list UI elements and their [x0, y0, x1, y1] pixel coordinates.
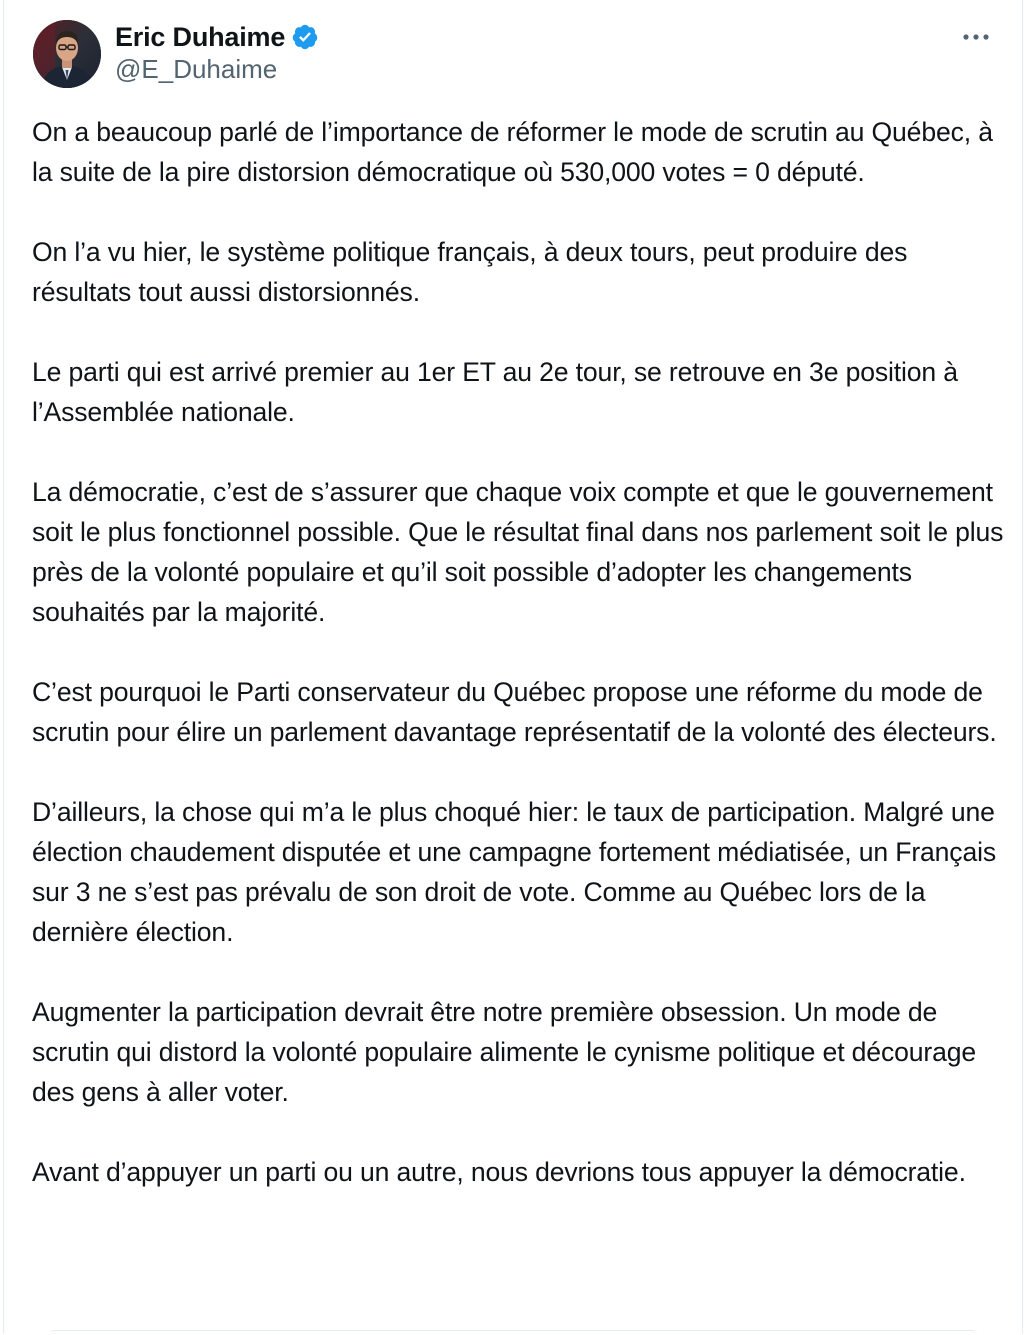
tweet-paragraph: Le parti qui est arrivé premier au 1er ET au 2e tour, se retrouve en 3e position à l’Assemblée nationale. — [32, 357, 966, 427]
divider — [49, 1330, 977, 1335]
avatar[interactable] — [33, 20, 101, 88]
tweet-paragraph: On a beaucoup parlé de l’importance de réformer le mode de scrutin au Québec, à la suite de la pire distorsion démocratique où 530,000 votes = 0 député. — [32, 117, 1001, 187]
tweet-text — [32, 112, 1011, 1192]
tweet-paragraph: On l’a vu hier, le système politique français, à deux tours, peut produire des résultats tout aussi distorsionnés. — [32, 237, 915, 307]
profile-photo-icon — [33, 20, 101, 88]
author-handle[interactable]: @E_Duhaime — [115, 54, 278, 84]
more-options-button[interactable] — [958, 22, 994, 52]
tweet-paragraph: La démocratie, c’est de s’assurer que chaque voix compte et que le gouvernement soit le plus fonctionnel possible. Que le résultat final dans nos parlement soit le plus près de la volonté populaire et qu’il soit possible d’adopter les changements souhaités par la majorité. — [32, 477, 1011, 627]
tweet-paragraph: Augmenter la participation devrait être notre première obsession. Un mode de scrutin qui distord la volonté populaire alimente le cynisme politique et décourage des gens à aller voter. — [32, 997, 984, 1107]
tweet-card — [3, 0, 1023, 1334]
tweet-paragraph: C’est pourquoi le Parti conservateur du Québec propose une réforme du mode de scrutin pour élire un parlement davantage représentatif de la volonté des électeurs. — [32, 677, 997, 747]
tweet-paragraph: Avant d’appuyer un parti ou un autre, nous devrions tous appuyer la démocratie. — [32, 1157, 966, 1187]
author-display-name[interactable]: Eric Duhaime — [115, 21, 286, 52]
author-name-row — [115, 20, 319, 54]
tweet-paragraph: D’ailleurs, la chose qui m’a le plus choqué hier: le taux de participation. Malgré une élection chaudement disputée et une campagne fortement médiatisée, un Français sur 3 ne s’est pas prévalu de son droit de vote. Comme au Québec lors de la dernière élection. — [32, 797, 1004, 947]
more-horizontal-icon — [962, 33, 990, 41]
verified-badge-icon[interactable] — [291, 23, 319, 51]
